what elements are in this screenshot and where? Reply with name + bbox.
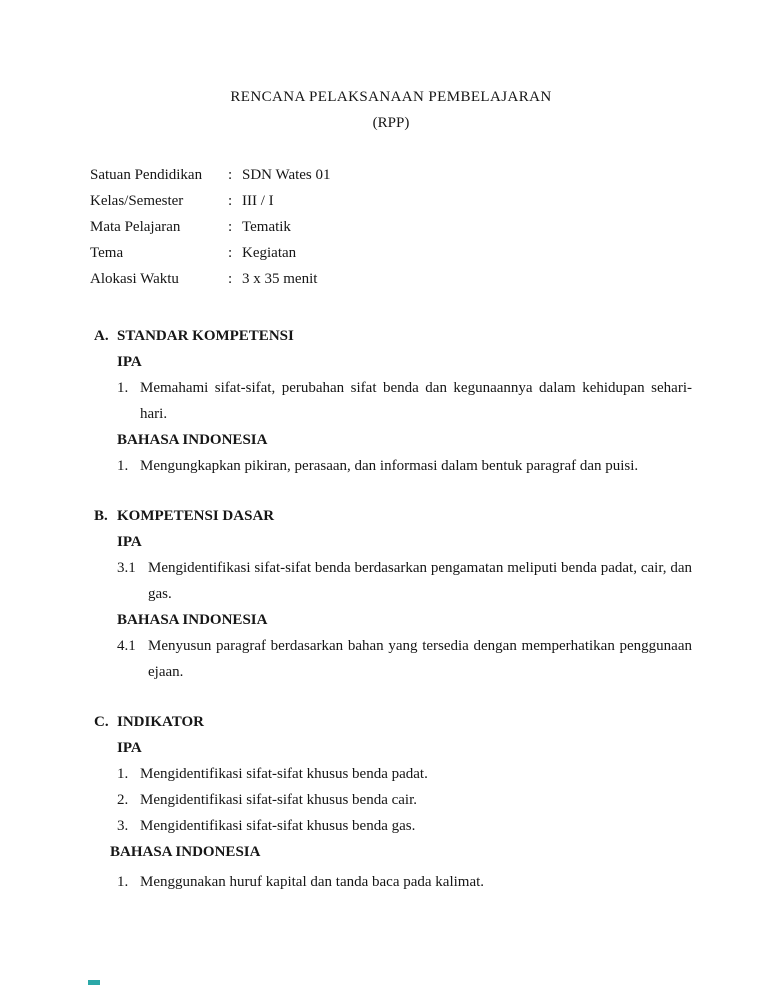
meta-value: Kegiatan <box>242 245 297 261</box>
list-item <box>117 375 692 427</box>
meta-value: 3 x 35 menit <box>242 271 318 287</box>
item-text: Menyusun paragraf berdasarkan bahan yang tersedia dengan memperhatikan penggunaan ejaan. <box>148 638 692 680</box>
subsection-heading-bahasa-indonesia: BAHASA INDONESIA <box>117 612 268 628</box>
item-text: Mengidentifikasi sifat-sifat khusus benda cair. <box>140 792 418 808</box>
section-heading: INDIKATOR <box>117 714 204 730</box>
meta-colon: : <box>228 245 233 261</box>
document-title: RENCANA PELAKSANAAN PEMBELAJARAN <box>230 89 552 105</box>
list-item <box>117 761 692 787</box>
meta-row-satuan-pendidikan <box>90 162 692 188</box>
meta-row-kelas-semester <box>90 188 692 214</box>
item-text: Menggunakan huruf kapital dan tanda baca pada kalimat. <box>140 874 485 890</box>
item-text: Mengungkapkan pikiran, perasaan, dan informasi dalam bentuk paragraf dan puisi. <box>140 458 639 474</box>
meta-label: Satuan Pendidikan <box>90 167 203 183</box>
list-item <box>117 787 692 813</box>
meta-label: Kelas/Semester <box>90 193 184 209</box>
meta-row-mata-pelajaran <box>90 214 692 240</box>
section-heading: KOMPETENSI DASAR <box>117 508 275 524</box>
section-heading-row <box>90 709 692 735</box>
meta-colon: : <box>228 219 233 235</box>
item-number: 1. <box>117 766 129 782</box>
section-letter: C. <box>94 714 109 730</box>
subsection-heading-bahasa-indonesia: BAHASA INDONESIA <box>110 844 261 860</box>
section-body <box>90 349 692 479</box>
meta-label: Mata Pelajaran <box>90 219 181 235</box>
section-indikator <box>90 709 692 895</box>
section-letter: A. <box>94 328 109 344</box>
subsection-heading-ipa: IPA <box>117 354 142 370</box>
meta-colon: : <box>228 193 233 209</box>
meta-row-alokasi-waktu <box>90 266 692 292</box>
item-number: 4.1 <box>117 638 136 654</box>
document-subtitle: (RPP) <box>372 115 410 131</box>
item-text: Mengidentifikasi sifat-sifat khusus benda gas. <box>140 818 416 834</box>
list-item <box>117 555 692 607</box>
item-text: Mengidentifikasi sifat-sifat benda berdasarkan pengamatan meliputi benda padat, cair, dan gas. <box>148 560 692 602</box>
item-number: 3.1 <box>117 560 136 576</box>
subsection-heading-ipa: IPA <box>117 740 142 756</box>
section-heading-row <box>90 503 692 529</box>
document-meta <box>90 162 692 292</box>
item-number: 1. <box>117 458 129 474</box>
list-item <box>117 633 692 685</box>
item-number: 3. <box>117 818 129 834</box>
meta-label: Tema <box>90 245 124 261</box>
item-text: Memahami sifat-sifat, perubahan sifat benda dan kegunaannya dalam kehidupan sehari-hari. <box>140 380 692 422</box>
item-text: Mengidentifikasi sifat-sifat khusus benda padat. <box>140 766 428 782</box>
section-heading-row <box>90 323 692 349</box>
list-item <box>117 453 692 479</box>
section-kompetensi-dasar <box>90 503 692 685</box>
section-body <box>90 735 692 895</box>
item-number: 1. <box>117 380 129 396</box>
footer-accent-bar <box>88 980 100 985</box>
item-number: 2. <box>117 792 129 808</box>
subsection-heading-ipa: IPA <box>117 534 142 550</box>
item-number: 1. <box>117 874 129 890</box>
list-item <box>117 813 692 839</box>
section-body <box>90 529 692 685</box>
meta-value: III / I <box>242 193 274 209</box>
section-heading: STANDAR KOMPETENSI <box>117 328 294 344</box>
meta-colon: : <box>228 271 233 287</box>
subsection-heading-bahasa-indonesia: BAHASA INDONESIA <box>117 432 268 448</box>
meta-value: Tematik <box>242 219 291 235</box>
meta-colon: : <box>228 167 233 183</box>
section-letter: B. <box>94 508 108 524</box>
meta-row-tema <box>90 240 692 266</box>
section-standar-kompetensi <box>90 323 692 479</box>
meta-value: SDN Wates 01 <box>242 167 331 183</box>
list-item <box>117 869 692 895</box>
meta-label: Alokasi Waktu <box>90 271 179 287</box>
